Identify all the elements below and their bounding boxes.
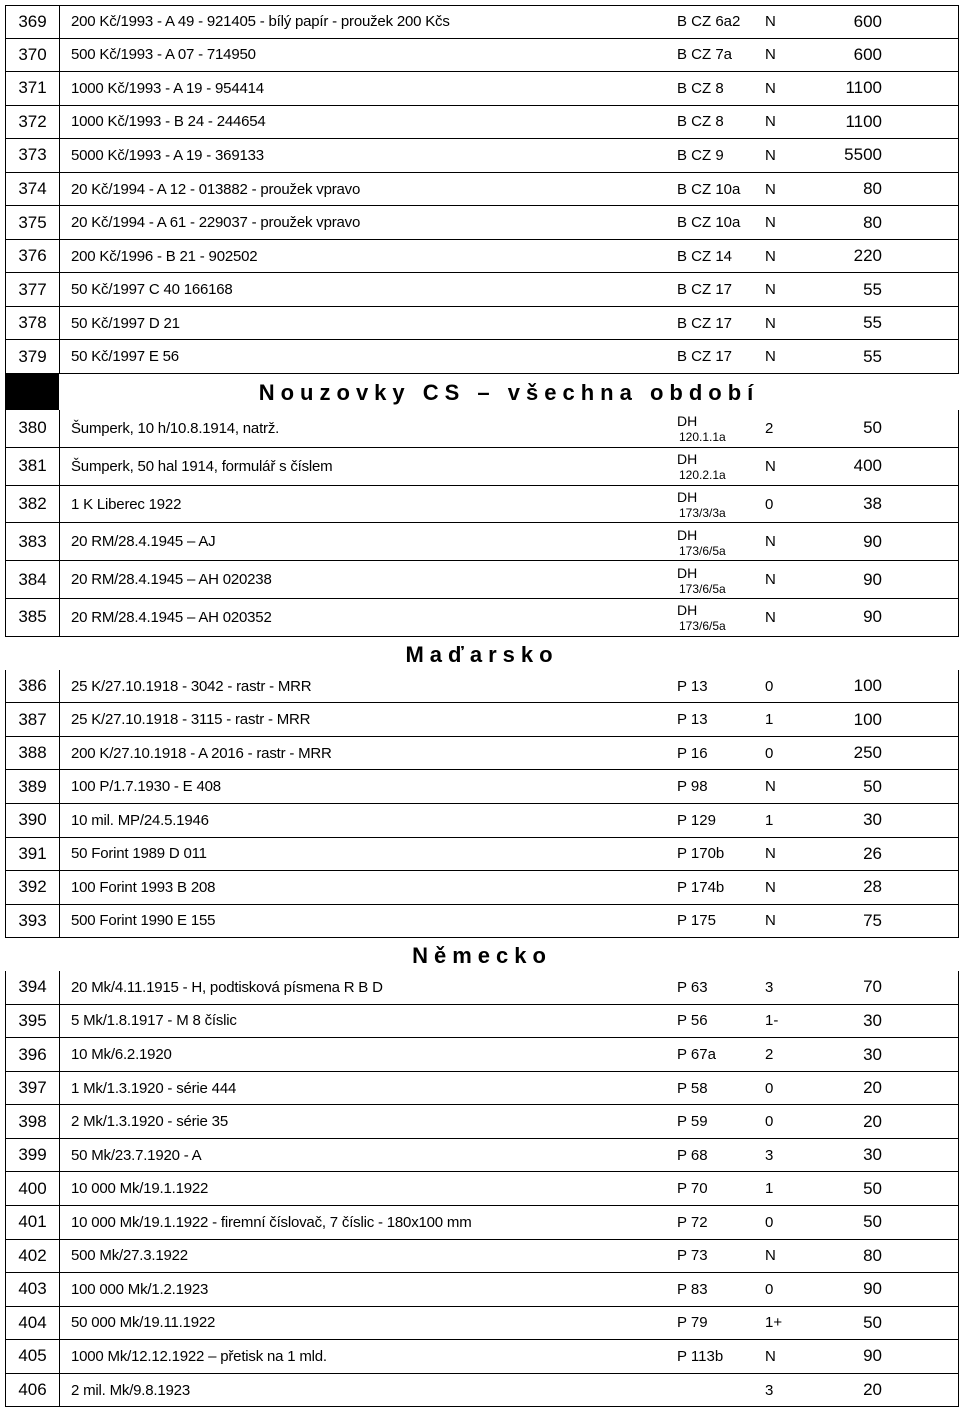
row-spacer (882, 72, 958, 105)
table-row (5, 523, 959, 561)
item-description: 200 Kč/1993 - A 49 - 921405 - bílý papír - proužek 200 Kčs (71, 13, 450, 31)
table-row (5, 486, 959, 524)
item-description: 100 000 Mk/1.2.1923 (71, 1280, 209, 1298)
item-description: Šumperk, 10 h/10.8.1914, natrž. (71, 419, 280, 437)
row-spacer (882, 39, 958, 72)
catalog-reference: P 59 (677, 1113, 708, 1131)
item-number: 396 (6, 1038, 60, 1071)
table-row (5, 106, 959, 140)
condition-grade: 1+ (765, 1314, 783, 1332)
catalog-prefix: DH (677, 489, 698, 505)
item-description: 2 mil. Mk/9.8.1923 (71, 1381, 190, 1399)
row-spacer (882, 561, 958, 598)
price: 100 (853, 676, 882, 696)
price: 90 (863, 531, 882, 551)
item-number: 404 (6, 1307, 60, 1340)
catalog-reference: P 129 (677, 811, 716, 829)
table-row (5, 905, 959, 939)
table-row (5, 1005, 959, 1039)
table-row (5, 1172, 959, 1206)
table-row (5, 599, 959, 637)
price: 90 (863, 607, 882, 627)
condition-grade: 0 (765, 744, 774, 762)
row-spacer (882, 1172, 958, 1205)
table-row (5, 1139, 959, 1173)
item-description: 100 P/1.7.1930 - E 408 (71, 778, 221, 796)
catalog-reference: P 73 (677, 1247, 708, 1265)
condition-grade: N (765, 878, 776, 896)
catalog-reference: P 13 (677, 677, 708, 695)
item-number: 399 (6, 1139, 60, 1172)
table-row (5, 871, 959, 905)
condition-grade: N (765, 79, 776, 97)
catalog-reference (670, 1374, 760, 1407)
row-spacer (882, 410, 958, 447)
table-row (5, 1307, 959, 1341)
item-description: 50 Mk/23.7.1920 - A (71, 1146, 202, 1164)
item-number: 375 (6, 206, 60, 239)
catalog-reference: P 58 (677, 1079, 708, 1097)
price: 50 (863, 1312, 882, 1332)
table-row (5, 1273, 959, 1307)
row-spacer (882, 523, 958, 560)
catalog-code: 120.1.1a (679, 430, 726, 445)
price: 30 (863, 1145, 882, 1165)
item-number: 385 (6, 599, 60, 636)
condition-grade: N (765, 180, 776, 198)
section-title: Maďarsko (5, 637, 959, 670)
price: 90 (863, 569, 882, 589)
condition-grade: N (765, 533, 776, 551)
price: 80 (863, 212, 882, 232)
item-description: 1000 Kč/1993 - B 24 - 244654 (71, 113, 266, 131)
item-description: Šumperk, 50 hal 1914, formulář s číslem (71, 457, 333, 475)
section-title: Nouzovky CS – všechna období (59, 374, 959, 410)
catalog-reference: B CZ 10a (677, 214, 741, 232)
item-description: 1000 Mk/12.12.1922 – přetisk na 1 mld. (71, 1347, 327, 1365)
condition-grade: 0 (765, 1113, 774, 1131)
catalog-prefix: DH (677, 564, 698, 581)
row-spacer (882, 971, 958, 1004)
item-description: 50 Kč/1997 C 40 166168 (71, 281, 233, 299)
item-number: 372 (6, 106, 60, 139)
catalog-reference: B CZ 7a (677, 46, 733, 64)
item-number: 380 (6, 410, 60, 447)
item-number: 382 (6, 486, 60, 523)
row-spacer (882, 871, 958, 904)
table-row (5, 737, 959, 771)
row-spacer (882, 206, 958, 239)
item-description: 50 Forint 1989 D 011 (71, 845, 207, 863)
item-number: 394 (6, 971, 60, 1004)
row-spacer (882, 340, 958, 373)
price: 20 (863, 1111, 882, 1131)
catalog-reference (670, 448, 760, 485)
condition-grade: N (765, 912, 776, 930)
row-spacer (882, 1206, 958, 1239)
table-row (5, 307, 959, 341)
catalog-reference (670, 523, 760, 560)
item-number: 370 (6, 39, 60, 72)
section-heading (5, 637, 959, 670)
price: 80 (863, 179, 882, 198)
condition-grade: N (765, 571, 776, 589)
item-number: 403 (6, 1273, 60, 1306)
table-row (5, 5, 959, 39)
condition-grade: N (765, 778, 776, 796)
price: 5500 (844, 145, 882, 165)
catalog-reference (670, 561, 760, 598)
catalog-reference (670, 599, 760, 636)
catalog-reference: B CZ 10a (677, 180, 741, 198)
catalog-reference: P 98 (677, 778, 708, 796)
catalog-code: 120.2.1a (679, 468, 726, 483)
item-number: 373 (6, 139, 60, 172)
item-description: 200 Kč/1996 - B 21 - 902502 (71, 247, 258, 265)
catalog-reference: B CZ 17 (677, 314, 733, 332)
condition-grade: 0 (765, 677, 774, 695)
catalog-reference: B CZ 14 (677, 247, 733, 265)
row-spacer (882, 670, 958, 703)
row-spacer (882, 6, 958, 38)
catalog-reference: P 170b (677, 845, 725, 863)
item-description: 10 mil. MP/24.5.1946 (71, 811, 209, 829)
table-row (5, 1340, 959, 1374)
row-spacer (882, 737, 958, 770)
condition-grade: 3 (765, 1381, 774, 1399)
item-description: 20 RM/28.4.1945 – AH 020352 (71, 608, 272, 626)
item-number: 391 (6, 838, 60, 871)
item-description: 20 Kč/1994 - A 61 - 229037 - proužek vpravo (71, 214, 361, 232)
condition-grade: N (765, 214, 776, 232)
item-description: 500 Forint 1990 E 155 (71, 912, 216, 930)
item-number: 374 (6, 173, 60, 206)
table-row (5, 72, 959, 106)
catalog-prefix: DH (677, 451, 698, 468)
table-row (5, 1072, 959, 1106)
table-row (5, 804, 959, 838)
price: 220 (853, 246, 882, 266)
item-number: 369 (6, 6, 60, 38)
table-row (5, 39, 959, 73)
catalog-reference: P 83 (677, 1280, 708, 1298)
item-number: 395 (6, 1005, 60, 1038)
table-row (5, 703, 959, 737)
row-spacer (882, 448, 958, 485)
item-number: 371 (6, 72, 60, 105)
catalog-reference: B CZ 8 (677, 113, 724, 131)
item-number: 383 (6, 523, 60, 560)
condition-grade: N (765, 46, 776, 64)
catalog-reference (670, 410, 760, 447)
catalog-prefix: DH (677, 602, 698, 619)
table-row (5, 410, 959, 448)
condition-grade: N (765, 608, 776, 626)
price: 20 (863, 1078, 882, 1098)
table-row (5, 1374, 959, 1408)
condition-grade: 2 (765, 419, 774, 437)
catalog-reference: P 16 (677, 744, 708, 762)
condition-grade: N (765, 247, 776, 265)
item-description: 25 K/27.10.1918 - 3115 - rastr - MRR (71, 711, 311, 729)
price: 250 (853, 743, 882, 763)
condition-grade: N (765, 146, 776, 164)
item-description: 50 000 Mk/19.11.1922 (71, 1314, 216, 1332)
price: 26 (863, 843, 882, 863)
catalog-code: 173/6/5a (679, 619, 726, 634)
catalog-reference: P 175 (677, 912, 716, 930)
table-row (5, 340, 959, 374)
catalog-code: 173/3/3a (679, 506, 726, 520)
section-heading (5, 938, 959, 971)
condition-grade: N (765, 13, 776, 31)
price: 80 (863, 1245, 882, 1265)
row-spacer (882, 838, 958, 871)
price: 1100 (845, 111, 882, 131)
catalog-reference: B CZ 17 (677, 281, 733, 299)
section-title: Německo (5, 938, 959, 971)
table-row (5, 561, 959, 599)
item-number: 386 (6, 670, 60, 703)
table-row (5, 1105, 959, 1139)
price: 70 (863, 977, 882, 997)
condition-grade: N (765, 314, 776, 332)
item-number: 400 (6, 1172, 60, 1205)
row-spacer (882, 770, 958, 803)
catalog-reference: P 174b (677, 878, 725, 896)
row-spacer (882, 1374, 958, 1407)
row-spacer (882, 703, 958, 736)
section-heading (5, 374, 959, 410)
catalog-reference: P 113b (677, 1347, 724, 1365)
price: 30 (863, 1010, 882, 1030)
condition-grade: 3 (765, 1146, 774, 1164)
item-number: 405 (6, 1340, 60, 1373)
price: 38 (863, 494, 882, 513)
condition-grade: N (765, 1347, 776, 1365)
condition-grade: N (765, 348, 776, 366)
table-row (5, 206, 959, 240)
price: 75 (863, 910, 882, 930)
condition-grade: N (765, 457, 776, 475)
table-row (5, 838, 959, 872)
table-row (5, 273, 959, 307)
item-number: 390 (6, 804, 60, 837)
price: 90 (863, 1279, 882, 1299)
item-number: 392 (6, 871, 60, 904)
item-description: 10 000 Mk/19.1.1922 - firemní číslovač, 7 číslic - 180x100 mm (71, 1213, 472, 1231)
row-spacer (882, 307, 958, 340)
item-number: 401 (6, 1206, 60, 1239)
catalog-reference: P 72 (677, 1213, 708, 1231)
catalog-reference: P 68 (677, 1146, 708, 1164)
item-description: 20 RM/28.4.1945 – AJ (71, 533, 216, 551)
catalog-reference: P 70 (677, 1180, 708, 1198)
item-description: 10 Mk/6.2.1920 (71, 1046, 172, 1064)
item-description: 2 Mk/1.3.1920 - série 35 (71, 1113, 228, 1131)
row-spacer (882, 1038, 958, 1071)
row-spacer (882, 273, 958, 306)
item-number: 384 (6, 561, 60, 598)
item-description: 20 RM/28.4.1945 – AH 020238 (71, 571, 272, 589)
item-number: 393 (6, 905, 60, 938)
price: 400 (853, 456, 882, 476)
item-description: 25 K/27.10.1918 - 3042 - rastr - MRR (71, 677, 312, 695)
condition-grade: 2 (765, 1046, 774, 1064)
item-number: 377 (6, 273, 60, 306)
catalog-reference: B CZ 17 (677, 348, 733, 366)
price: 600 (853, 11, 882, 31)
condition-grade: N (765, 281, 776, 299)
price: 50 (863, 1178, 882, 1198)
item-number: 378 (6, 307, 60, 340)
item-description: 50 Kč/1997 D 21 (71, 314, 180, 332)
catalog-prefix: DH (677, 413, 698, 430)
price: 90 (863, 1346, 882, 1366)
price: 55 (863, 279, 882, 299)
condition-grade: N (765, 113, 776, 131)
row-spacer (882, 905, 958, 938)
item-description: 500 Kč/1993 - A 07 - 714950 (71, 46, 256, 64)
item-description: 20 Mk/4.11.1915 - H, podtisková písmena R B D (71, 978, 383, 996)
condition-grade: 1 (765, 811, 774, 829)
price: 55 (863, 346, 882, 366)
condition-grade: N (765, 1247, 776, 1265)
item-description: 5 Mk/1.8.1917 - M 8 číslic (71, 1012, 237, 1030)
price: 30 (863, 810, 882, 830)
catalog-code: 173/6/5a (679, 581, 726, 596)
catalog-reference: P 63 (677, 978, 708, 996)
price: 55 (863, 313, 882, 333)
catalog-code: 173/6/5a (679, 543, 726, 558)
item-number: 379 (6, 340, 60, 373)
price: 600 (853, 44, 882, 64)
catalog-reference: B CZ 8 (677, 79, 724, 97)
catalog-prefix: DH (677, 526, 698, 543)
table-row (5, 770, 959, 804)
condition-grade: 0 (765, 1079, 774, 1097)
row-spacer (882, 1105, 958, 1138)
item-number: 402 (6, 1240, 60, 1273)
row-spacer (882, 599, 958, 636)
condition-grade: 1- (765, 1012, 779, 1030)
row-spacer (882, 1240, 958, 1273)
item-number: 398 (6, 1105, 60, 1138)
price: 100 (853, 709, 882, 729)
condition-grade: 0 (765, 495, 774, 513)
row-spacer (882, 1139, 958, 1172)
item-description: 50 Kč/1997 E 56 (71, 348, 179, 366)
item-description: 5000 Kč/1993 - A 19 - 369133 (71, 146, 264, 164)
item-description: 200 K/27.10.1918 - A 2016 - rastr - MRR (71, 744, 332, 762)
catalog-reference: P 13 (677, 711, 708, 729)
condition-grade: 3 (765, 978, 774, 996)
catalog-reference: P 79 (677, 1314, 708, 1332)
item-number: 381 (6, 448, 60, 485)
price: 50 (863, 776, 882, 796)
item-description: 1 Mk/1.3.1920 - série 444 (71, 1079, 237, 1097)
row-spacer (882, 139, 958, 172)
item-number: 388 (6, 737, 60, 770)
table-row (5, 1206, 959, 1240)
price: 50 (863, 418, 882, 438)
catalog-reference: B CZ 6a2 (677, 13, 741, 31)
item-description: 100 Forint 1993 B 208 (71, 878, 216, 896)
row-spacer (882, 804, 958, 837)
catalog-reference: B CZ 9 (677, 146, 724, 164)
table-row (5, 240, 959, 274)
catalog-reference: P 67a (677, 1046, 716, 1064)
catalog-reference: P 56 (677, 1012, 708, 1030)
price: 30 (863, 1044, 882, 1064)
row-spacer (882, 106, 958, 139)
price: 1100 (845, 78, 882, 98)
condition-grade: N (765, 845, 776, 863)
item-description: 1 K Liberec 1922 (71, 495, 182, 513)
table-row (5, 1038, 959, 1072)
table-row (5, 139, 959, 173)
item-description: 500 Mk/27.3.1922 (71, 1247, 188, 1265)
condition-grade: 1 (765, 711, 774, 729)
table-row (5, 448, 959, 486)
condition-grade: 0 (765, 1213, 774, 1231)
table-row (5, 173, 959, 207)
item-number: 387 (6, 703, 60, 736)
table-row (5, 971, 959, 1005)
item-number: 389 (6, 770, 60, 803)
condition-grade: 0 (765, 1280, 774, 1298)
row-spacer (882, 173, 958, 206)
row-spacer (882, 240, 958, 273)
table-row (5, 1240, 959, 1274)
table-row (5, 670, 959, 704)
catalog-reference (670, 486, 760, 523)
row-spacer (882, 1273, 958, 1306)
row-spacer (882, 1072, 958, 1105)
catalog-table (5, 5, 959, 1407)
price: 50 (863, 1212, 882, 1232)
item-description: 10 000 Mk/19.1.1922 (71, 1180, 209, 1198)
item-description: 20 Kč/1994 - A 12 - 013882 - proužek vpravo (71, 180, 361, 198)
row-spacer (882, 486, 958, 523)
item-number: 376 (6, 240, 60, 273)
row-spacer (882, 1340, 958, 1373)
item-number: 397 (6, 1072, 60, 1105)
price: 28 (863, 877, 882, 897)
item-description: 1000 Kč/1993 - A 19 - 954414 (71, 79, 264, 97)
row-spacer (882, 1307, 958, 1340)
row-spacer (882, 1005, 958, 1038)
price: 20 (863, 1380, 882, 1399)
item-number: 406 (6, 1374, 60, 1407)
condition-grade: 1 (765, 1180, 774, 1198)
